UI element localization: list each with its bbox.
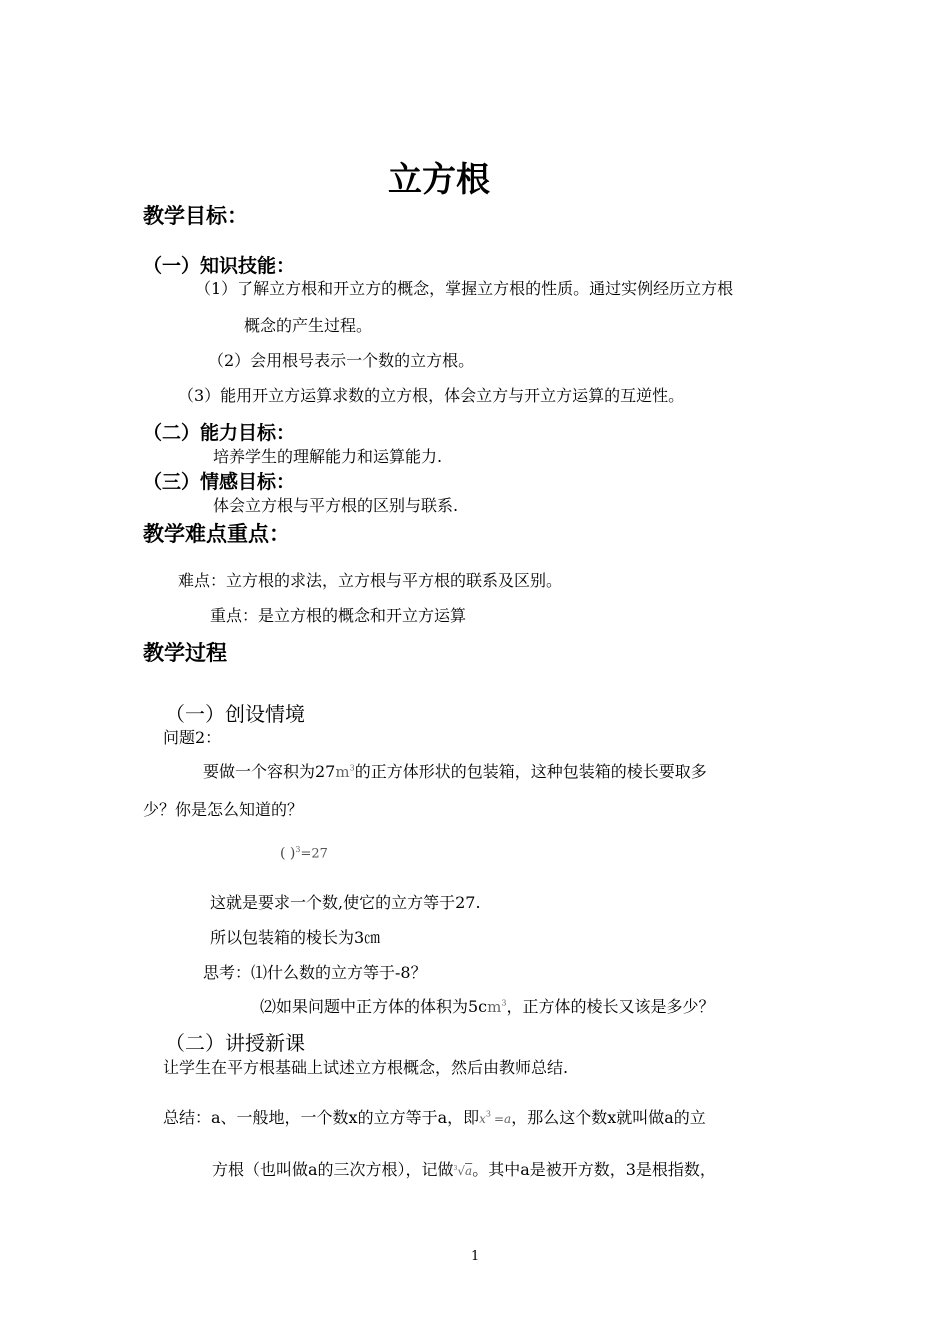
summary-line-2 — [212, 1157, 716, 1180]
emotion-text: 体会立方根与平方根的区别与联系. — [213, 496, 459, 515]
think-2-end: ，正方体的棱长又该是多少？ — [506, 997, 715, 1016]
knowledge-item-3: （3）能用开立方运算求数的立方根，体会立方与开立方运算的互逆性。 — [178, 386, 685, 405]
summary-math-x: x — [479, 1112, 486, 1126]
think-1: 思考：⑴什么数的立方等于-8？ — [203, 963, 427, 982]
part2-intro: 让学生在平方根基础上试述立方根概念，然后由教师总结. — [163, 1058, 569, 1077]
summary-line-2-end: 。其中a是被开方数，3是根指数， — [472, 1160, 716, 1179]
part2-heading: （二）讲授新课 — [165, 1031, 305, 1055]
emotion-heading: （三）情感目标： — [143, 471, 296, 493]
knowledge-heading: （一）知识技能： — [143, 255, 296, 277]
question-label: 问题2： — [163, 728, 222, 747]
root-radicand: a — [465, 1164, 473, 1178]
think-2-unit: m — [487, 998, 502, 1016]
think-2-exponent: 3 — [501, 998, 507, 1008]
summary-line-1-end: ，那么这个数x就叫做a的立 — [511, 1108, 706, 1127]
volume-unit: m — [335, 763, 350, 781]
process-heading: 教学过程 — [143, 641, 227, 665]
question-line-1-start: 要做一个容积为27 — [203, 762, 336, 781]
page-number: 1 — [471, 1249, 480, 1264]
cube-root-notation — [454, 1164, 473, 1178]
question-line-2: 少？你是怎么知道的？ — [143, 800, 304, 819]
think-2 — [260, 994, 715, 1017]
cube-equation — [280, 845, 328, 862]
ability-heading: （二）能力目标： — [143, 422, 296, 444]
ability-text: 培养学生的理解能力和运算能力. — [213, 447, 443, 466]
volume-unit-exponent: 3 — [349, 763, 355, 773]
summary-math-exponent: 3 — [485, 1109, 491, 1119]
summary-math-rhs: =a — [493, 1112, 512, 1126]
question-line-1-end: 的正方体形状的包装箱，这种包装箱的棱长要取多 — [354, 762, 707, 781]
explain-1: 这就是要求一个数,使它的立方等于27. — [210, 893, 481, 912]
summary-line-1 — [163, 1105, 706, 1128]
knowledge-item-1-line-2: 概念的产生过程。 — [244, 316, 373, 335]
page-title: 立方根 — [388, 160, 490, 200]
think-2-start: ⑵如果问题中正方体的体积为5c — [260, 997, 488, 1016]
question-line-1 — [203, 759, 707, 782]
knowledge-item-1-line-1: （1）了解立方根和开立方的概念，掌握立方根的性质。通过实例经历立方根 — [195, 279, 734, 298]
equation-parens: ( ) — [280, 845, 296, 862]
root-symbol: √ — [457, 1164, 466, 1178]
difficult-point: 难点：立方根的求法，立方根与平方根的联系及区别。 — [178, 571, 563, 590]
summary-line-2-start: 方根（也叫做a的三次方根），记做 — [212, 1160, 454, 1179]
root-index: 3 — [453, 1165, 458, 1172]
explain-2: 所以包装箱的棱长为3㎝ — [210, 928, 381, 947]
summary-line-1-start: 总结：a、一般地，一个数x的立方等于a，即 — [163, 1108, 480, 1127]
equation-rhs: =27 — [300, 846, 328, 862]
key-points-heading: 教学难点重点： — [143, 522, 290, 546]
part1-heading: （一）创设情境 — [165, 702, 305, 726]
important-point: 重点：是立方根的概念和开立方运算 — [210, 606, 467, 625]
knowledge-item-2: （2）会用根号表示一个数的立方根。 — [208, 351, 475, 370]
objectives-heading: 教学目标： — [143, 204, 248, 228]
equation-exponent: 3 — [295, 845, 301, 854]
